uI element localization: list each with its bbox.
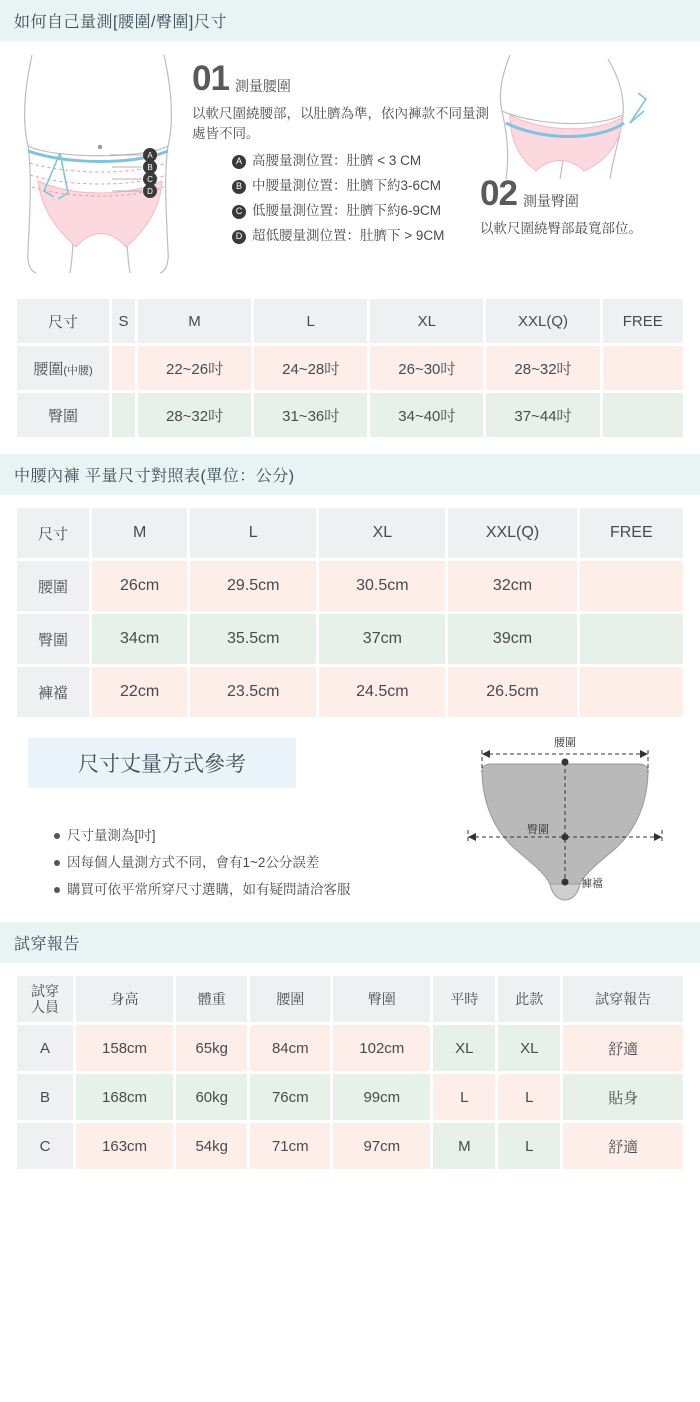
table-row — [17, 561, 683, 611]
table-row — [17, 346, 683, 390]
table-cell: 舒適 — [563, 1025, 683, 1071]
row-label: A — [17, 1025, 73, 1071]
col-header: 尺寸 — [17, 299, 109, 343]
section-header-flat: 中腰內褲 平量尺寸對照表(單位：公分) — [0, 454, 700, 495]
col-header: 身高 — [76, 976, 173, 1022]
list-item — [232, 199, 492, 224]
table-cell — [603, 346, 683, 390]
table-row-header — [17, 299, 683, 343]
table-cell: 65kg — [176, 1025, 247, 1071]
table-cell: 37~44吋 — [486, 393, 599, 437]
col-header: L — [254, 299, 367, 343]
table-row — [17, 1123, 683, 1169]
table-cell: 26~30吋 — [370, 346, 483, 390]
table-cell — [580, 667, 683, 717]
panty-measure-diagram — [440, 732, 690, 917]
list-item — [232, 174, 492, 199]
table-cell: 23.5cm — [190, 667, 316, 717]
col-header: M — [138, 299, 251, 343]
list-item — [54, 822, 444, 849]
table-cell — [603, 393, 683, 437]
svg-text:C: C — [147, 175, 153, 184]
step-01-text — [192, 61, 492, 265]
marker-b-icon: B — [232, 180, 246, 194]
table-cell: 舒適 — [563, 1123, 683, 1169]
table-cell: 84cm — [250, 1025, 330, 1071]
table-cell: XL — [433, 1025, 495, 1071]
fitting-report-table — [14, 973, 686, 1172]
col-header-person — [17, 976, 73, 1022]
list-item — [54, 849, 444, 876]
col-header: FREE — [603, 299, 683, 343]
table-row — [17, 1074, 683, 1120]
step-02-text — [480, 176, 690, 237]
table-cell: 28~32吋 — [138, 393, 251, 437]
col-header: 此款 — [498, 976, 560, 1022]
reference-notes — [14, 822, 444, 903]
col-header: FREE — [580, 508, 683, 558]
reference-title: 尺寸丈量方式參考 — [28, 738, 296, 788]
table-cell: 37cm — [319, 614, 445, 664]
table-cell: 168cm — [76, 1074, 173, 1120]
table-row — [17, 393, 683, 437]
svg-text:D: D — [147, 187, 153, 196]
bullet-icon — [54, 833, 60, 839]
table-cell: 39cm — [448, 614, 576, 664]
table-cell: 54kg — [176, 1123, 247, 1169]
table-cell — [112, 393, 135, 437]
list-item — [232, 149, 492, 174]
table-cell: 34~40吋 — [370, 393, 483, 437]
measure-illustration-block — [0, 41, 700, 296]
table-cell: XL — [498, 1025, 560, 1071]
measurement-reference-block — [0, 732, 700, 922]
list-item-label: 購買可依平常所穿尺寸選購，如有疑問請洽客服 — [67, 882, 351, 897]
table-cell: 60kg — [176, 1074, 247, 1120]
table-cell: 34cm — [92, 614, 187, 664]
col-header: XXL(Q) — [486, 299, 599, 343]
table-cell: 28~32吋 — [486, 346, 599, 390]
list-item — [54, 876, 444, 903]
table-cell: L — [498, 1123, 560, 1169]
table-cell: 76cm — [250, 1074, 330, 1120]
diagram-label-crotch: 褲襠 — [581, 878, 603, 890]
table-cell: 31~36吋 — [254, 393, 367, 437]
col-header: S — [112, 299, 135, 343]
col-header: XL — [370, 299, 483, 343]
row-label: 褲襠 — [17, 667, 89, 717]
hip-measure-illustration — [480, 53, 655, 183]
list-item-label: 因每個人量測方式不同，會有1~2公分誤差 — [67, 855, 320, 870]
table-cell: 22~26吋 — [138, 346, 251, 390]
row-label: 臀圍 — [17, 614, 89, 664]
table-cell: M — [433, 1123, 495, 1169]
waist-position-list — [192, 149, 492, 249]
list-item-label: 超低腰量測位置：肚臍下 > 9CM — [252, 228, 445, 244]
section-header-measure: 如何自己量測[腰圍/臀圍]尺寸 — [0, 0, 700, 41]
table-cell: 30.5cm — [319, 561, 445, 611]
col-header: XXL(Q) — [448, 508, 576, 558]
table-row — [17, 614, 683, 664]
row-label — [17, 346, 109, 390]
marker-a-icon: A — [232, 155, 246, 169]
list-item-label: 低腰量測位置：肚臍下約6-9CM — [252, 203, 442, 219]
table-cell: L — [498, 1074, 560, 1120]
step-01-desc: 以軟尺圍繞腰部，以肚臍為準，依內褲款不同量測處皆不同。 — [192, 106, 489, 141]
diagram-label-hip: 臀圍 — [527, 824, 549, 836]
step-02-desc: 以軟尺圍繞臀部最寬部位。 — [480, 221, 642, 236]
bullet-icon — [54, 887, 60, 893]
svg-text:B: B — [147, 163, 153, 172]
col-header: L — [190, 508, 316, 558]
section-header-report: 試穿報告 — [0, 922, 700, 963]
table-cell: L — [433, 1074, 495, 1120]
row-label-text: 腰圍 — [33, 360, 64, 378]
col-header: 腰圍 — [250, 976, 330, 1022]
col-header: 尺寸 — [17, 508, 89, 558]
table-cell: 99cm — [333, 1074, 430, 1120]
list-item-label: 中腰量測位置：肚臍下約3-6CM — [252, 178, 442, 194]
step-01-number: 01 — [192, 59, 229, 98]
row-label: 腰圍 — [17, 561, 89, 611]
list-item — [232, 224, 492, 249]
table-cell: 32cm — [448, 561, 576, 611]
table-cell: 35.5cm — [190, 614, 316, 664]
table-cell: 26.5cm — [448, 667, 576, 717]
table-cell — [580, 561, 683, 611]
bullet-icon — [54, 860, 60, 866]
table-cell — [112, 346, 135, 390]
svg-text:A: A — [147, 151, 153, 160]
table-cell: 22cm — [92, 667, 187, 717]
step-01-title: 測量腰圍 — [234, 78, 291, 94]
step-02-title: 測量臀圍 — [522, 193, 579, 209]
col-header: 試穿報告 — [563, 976, 683, 1022]
table-cell: 24.5cm — [319, 667, 445, 717]
col-header: 體重 — [176, 976, 247, 1022]
table-cell: 158cm — [76, 1025, 173, 1071]
table-cell: 102cm — [333, 1025, 430, 1071]
waist-measure-illustration — [14, 51, 189, 276]
marker-c-icon: C — [232, 205, 246, 219]
table-row — [17, 1025, 683, 1071]
row-label: C — [17, 1123, 73, 1169]
table-cell: 26cm — [92, 561, 187, 611]
table-cell: 71cm — [250, 1123, 330, 1169]
table-row-header — [17, 508, 683, 558]
table-cell: 29.5cm — [190, 561, 316, 611]
body-size-table — [14, 296, 686, 440]
row-label-sub: (中腰) — [63, 364, 93, 377]
table-cell: 97cm — [333, 1123, 430, 1169]
table-cell: 163cm — [76, 1123, 173, 1169]
flat-size-table — [14, 505, 686, 720]
col-header: 臀圍 — [333, 976, 430, 1022]
step-02-number: 02 — [480, 174, 517, 213]
col-header: M — [92, 508, 187, 558]
row-label: B — [17, 1074, 73, 1120]
row-label: 臀圍 — [17, 393, 109, 437]
list-item-label: 尺寸量測為[吋] — [67, 828, 156, 843]
col-header-line1: 試穿 — [31, 982, 59, 999]
table-cell: 貼身 — [563, 1074, 683, 1120]
diagram-label-waist: 腰圍 — [554, 737, 576, 749]
col-header-line2: 人員 — [31, 999, 59, 1015]
table-cell — [580, 614, 683, 664]
table-row — [17, 667, 683, 717]
table-cell: 24~28吋 — [254, 346, 367, 390]
col-header: 平時 — [433, 976, 495, 1022]
list-item-label: 高腰量測位置：肚臍 < 3 CM — [252, 153, 422, 169]
table-row-header — [17, 976, 683, 1022]
col-header: XL — [319, 508, 445, 558]
marker-d-icon: D — [232, 230, 246, 244]
